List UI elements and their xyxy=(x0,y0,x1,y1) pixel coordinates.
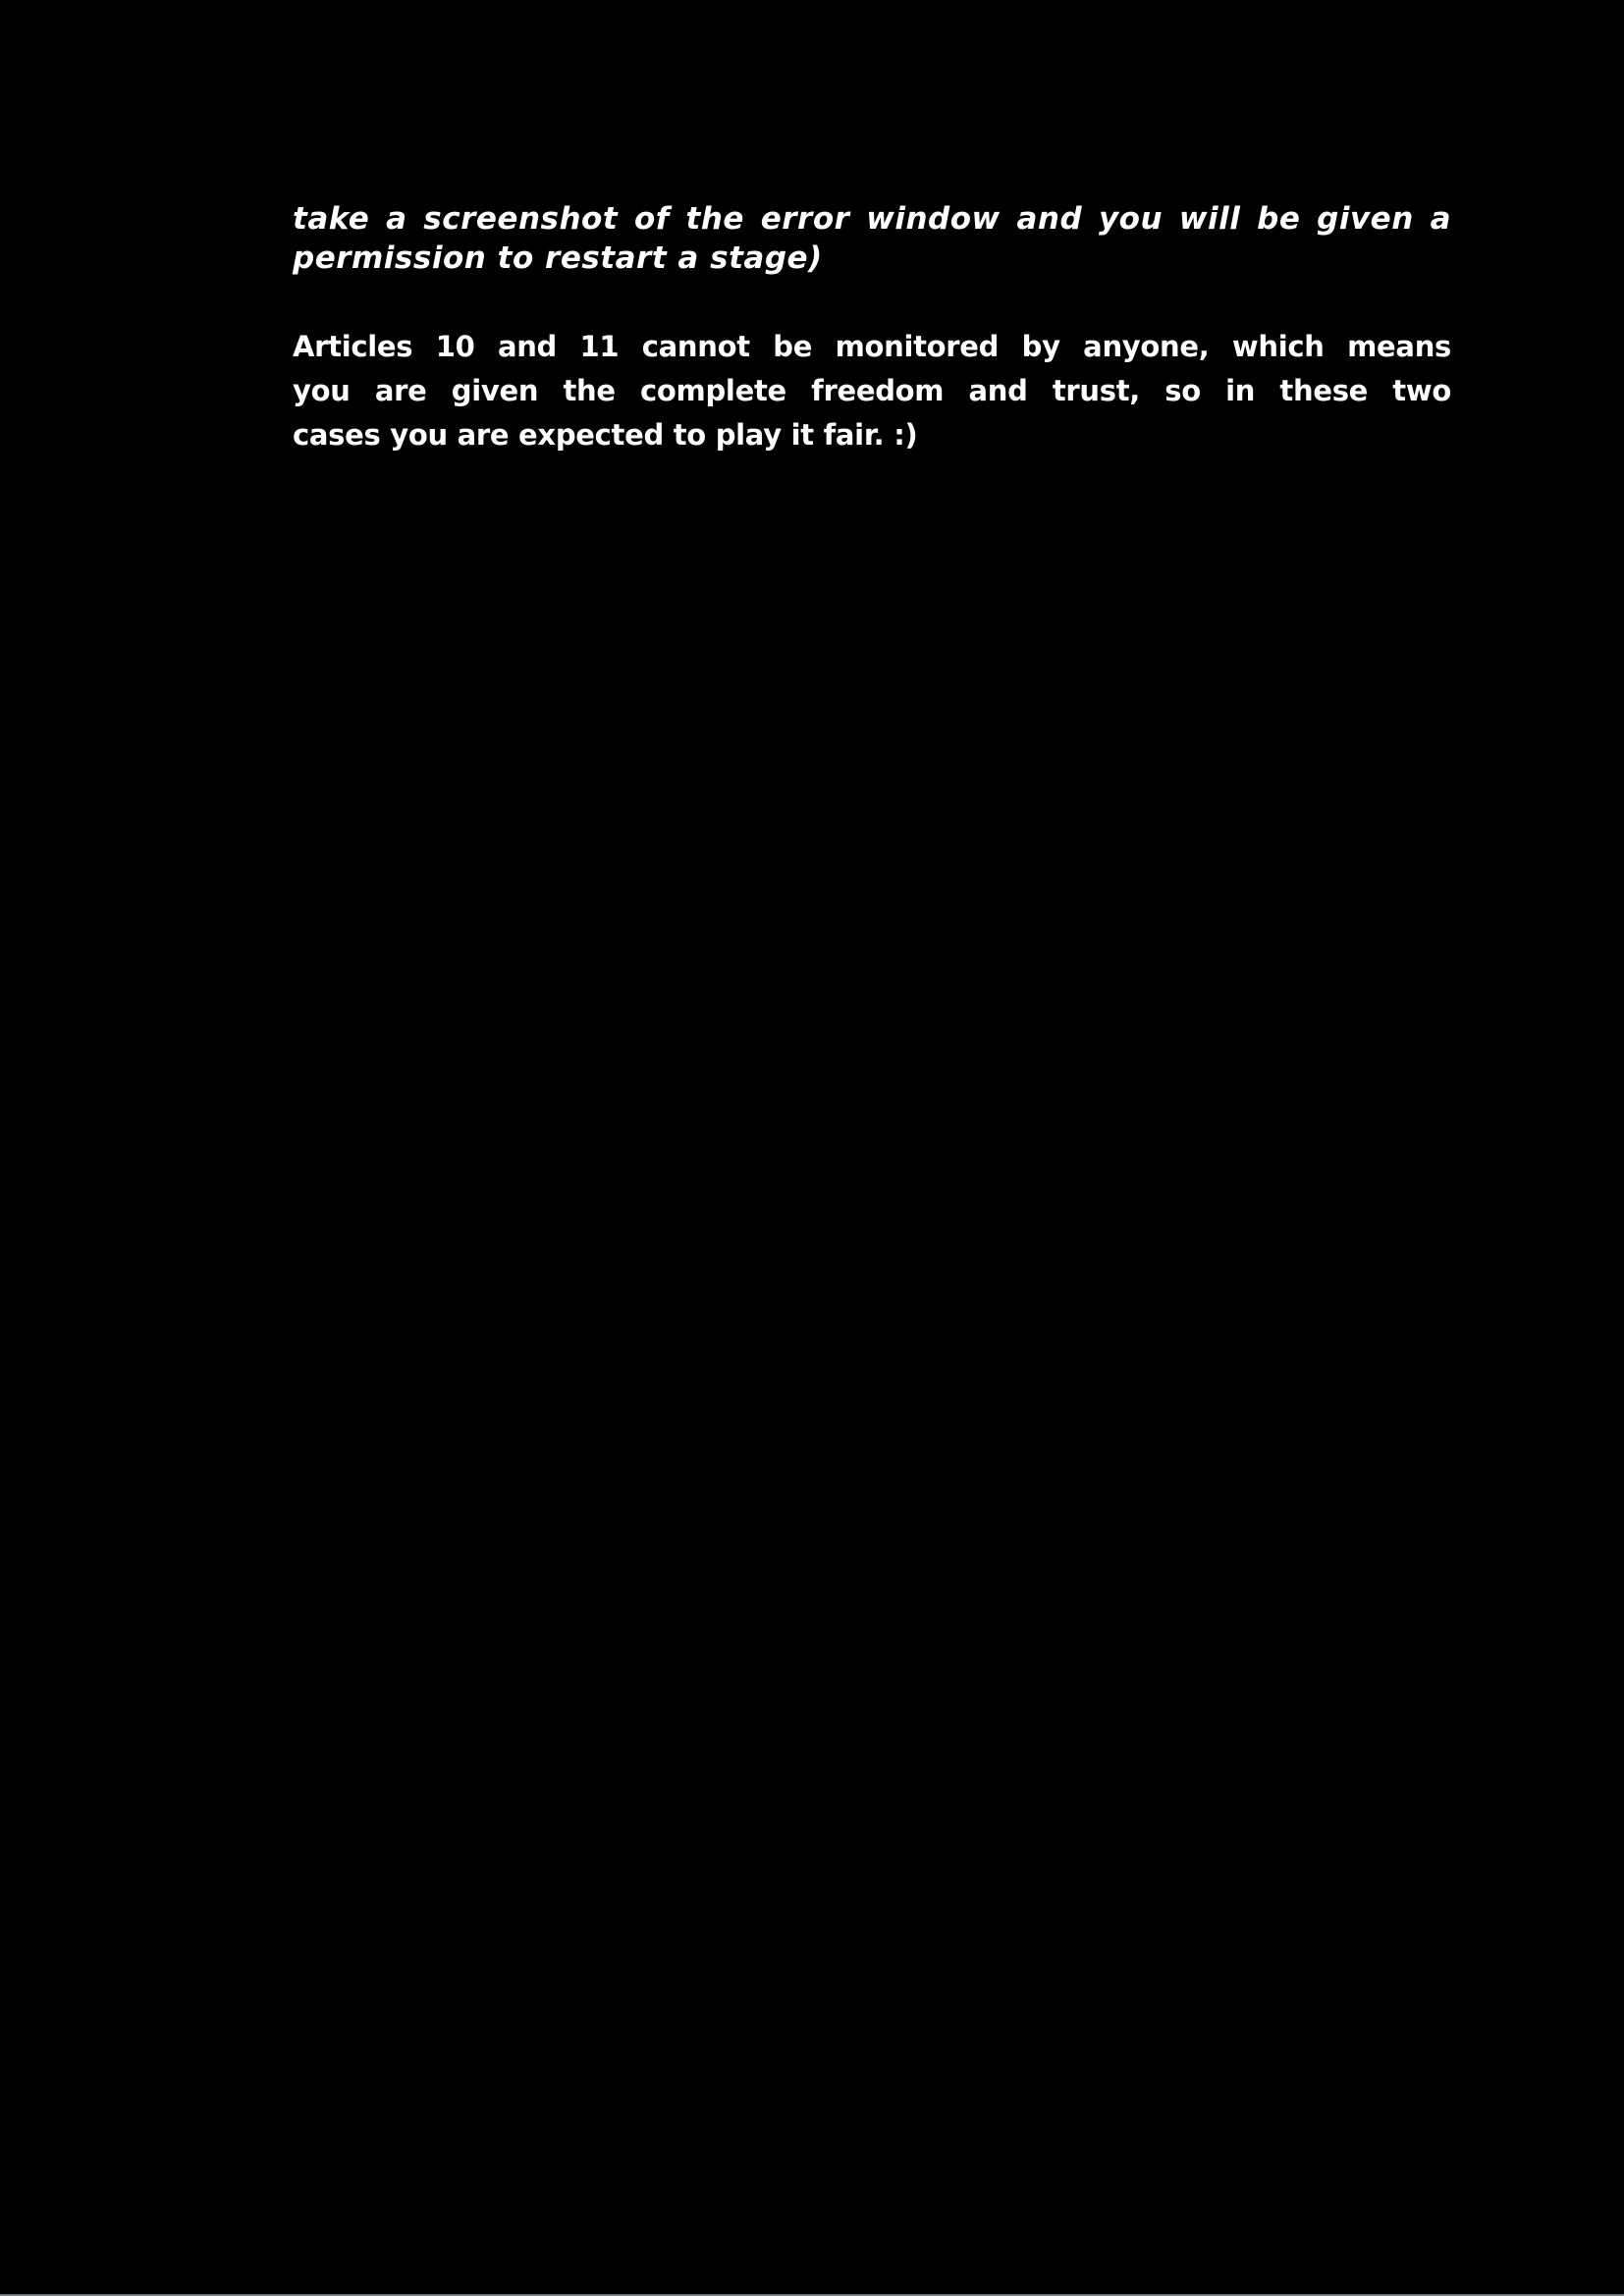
text-block xyxy=(293,199,1451,457)
text-line: permission to restart a stage) xyxy=(293,240,823,276)
text-line: Articles 10 and 11 cannot be monitored by anyone, which means xyxy=(293,330,1451,363)
text-line: you are given the complete freedom and trust, so in these two xyxy=(293,374,1451,407)
paragraph-articles-note xyxy=(293,325,1451,457)
paragraph-restart-note xyxy=(293,199,1451,278)
text-line: take a screenshot of the error window and you will be given a xyxy=(293,201,1451,237)
text-line: cases you are expected to play it fair. :) xyxy=(293,418,918,452)
